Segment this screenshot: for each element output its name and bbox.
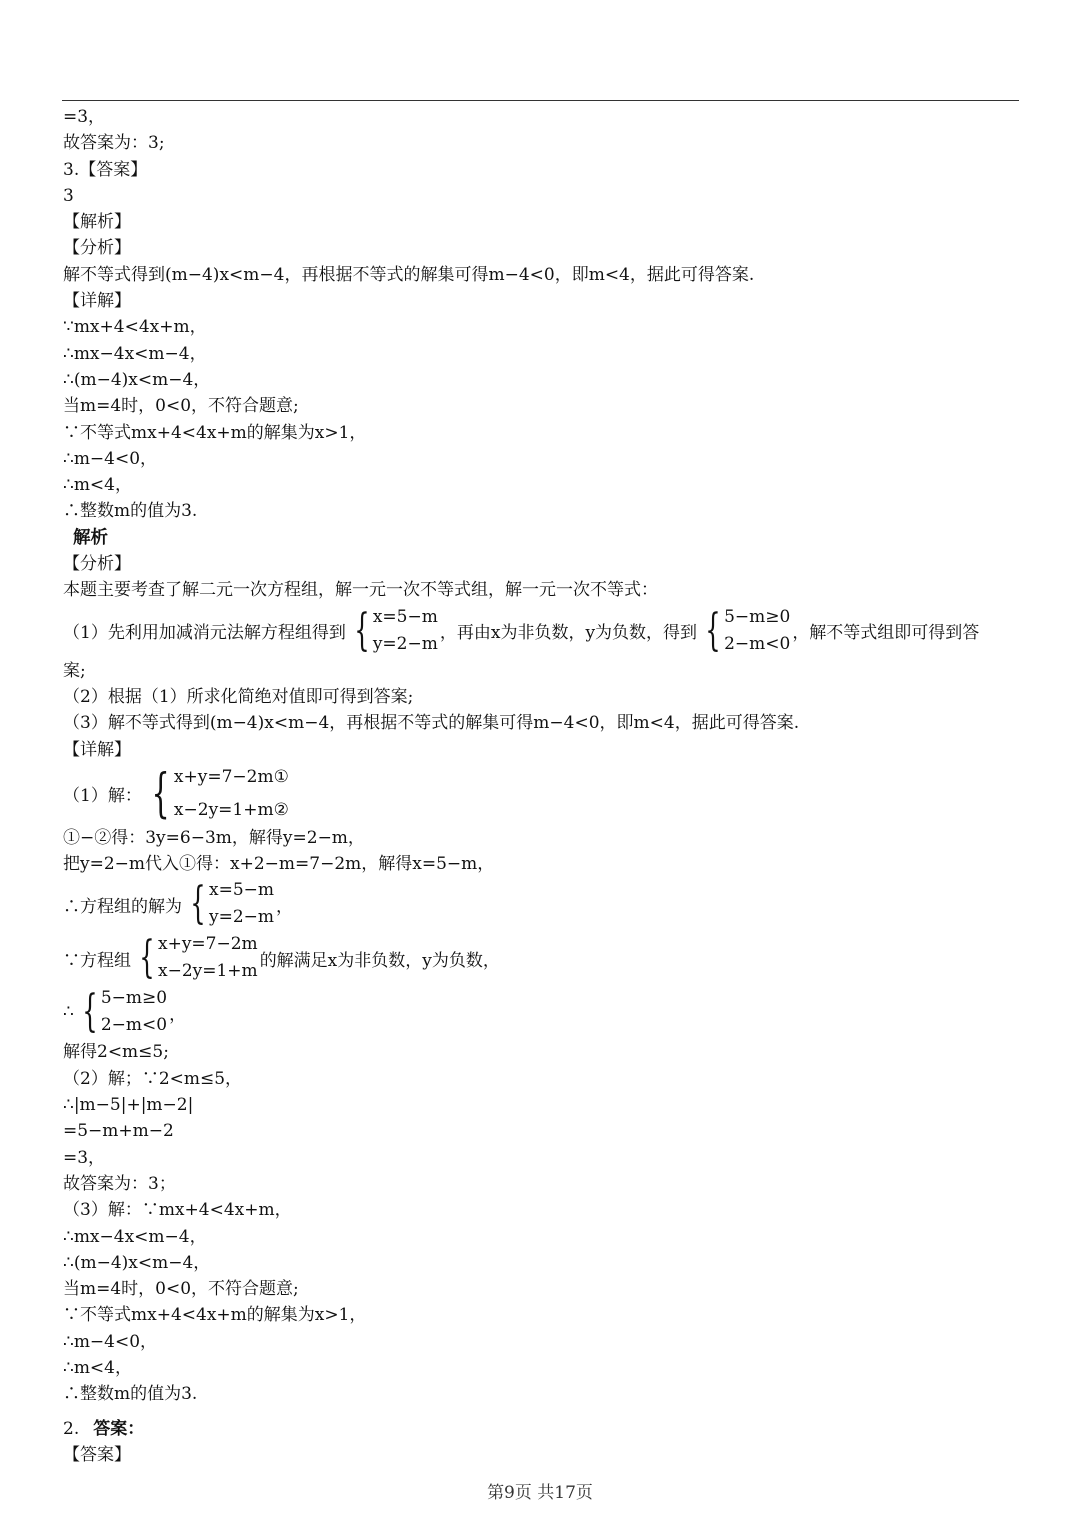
inequality-system [76, 985, 167, 1039]
text-span: ∵方程组 [63, 950, 131, 971]
equation: x=5−m [209, 880, 275, 901]
page-content [63, 104, 1023, 1468]
answer-heading: 3.【答案】 [63, 159, 148, 180]
text-span: ， [276, 896, 294, 917]
text-line: 解得2<m≤5; [63, 1042, 169, 1063]
text-line: 【详解】 [63, 739, 131, 760]
inequality: 5−m≥0 [100, 988, 168, 1009]
text-line: 3 [63, 185, 74, 206]
text-line: 把y=2−m代入①得：x+2−m=7−2m，解得x=5−m， [63, 854, 495, 875]
text-line: 【解析】 [63, 212, 131, 233]
equation: y=2−m [209, 907, 275, 928]
question-2-heading [63, 1416, 1023, 1442]
text-line: ①−②得：3y=6−3m，解得y=2−m， [63, 827, 365, 848]
header-rule [62, 100, 1019, 101]
brace-icon: { [139, 932, 155, 984]
text-line: 案; [63, 660, 86, 681]
text-line: （3）解：∵mx+4<4x+m， [63, 1200, 292, 1221]
analysis-line-1 [63, 604, 1023, 658]
text-line: ∴(m−4)x<m−4， [63, 1252, 211, 1273]
equation: x−2y=1+m [158, 961, 258, 982]
text-span: （1）先利用加减消元法解方程组得到 [63, 623, 346, 644]
brace-icon: { [354, 604, 370, 656]
inequality: 2−m<0 [100, 1015, 168, 1036]
text-line: ∴|m−5|+|m−2| [63, 1095, 194, 1116]
text-line: 【分析】 [63, 238, 131, 259]
equation-system [348, 604, 438, 658]
inequality-system [699, 604, 790, 658]
brace-icon: { [151, 763, 170, 824]
detail-system-1 [63, 763, 1023, 825]
text-line: ∵不等式mx+4<4x+m的解集为x>1， [63, 1305, 367, 1326]
question-label: 答案： [93, 1418, 145, 1439]
equation: x=5−m [372, 606, 438, 627]
equation-system [133, 931, 258, 985]
equation-system [184, 877, 274, 931]
text-line: （2）根据（1）所求化简绝对值即可得到答案; [63, 686, 414, 707]
brace-icon: { [190, 878, 206, 930]
text-line: ∴mx−4x<m−4， [63, 1226, 207, 1247]
text-line: 当m=4时，0<0，不符合题意; [63, 1279, 299, 1300]
text-line: 故答案为：3； [63, 1173, 176, 1194]
section-heading: 解析 [73, 527, 108, 548]
brace-icon: { [82, 986, 98, 1038]
text-line: ∴整数m的值为3. [63, 501, 198, 522]
text-line: ∵mx+4<4x+m， [63, 317, 207, 338]
text-line: =5−m+m−2 [63, 1121, 174, 1142]
equation: x+y=7−2m [158, 934, 258, 955]
equation-system [144, 761, 289, 827]
text-span: （1）解： [63, 786, 142, 807]
text-line: （2）解；∵2<m≤5， [63, 1068, 243, 1089]
inequality: 2−m<0 [724, 633, 791, 654]
text-span: 的解满足x为非负数，y为负数， [259, 950, 500, 971]
text-line: ∵不等式mx+4<4x+m的解集为x>1， [63, 422, 367, 443]
text-line: ∴m<4， [63, 475, 132, 496]
detail-system-2 [63, 877, 1023, 931]
text-line: ∴m−4<0， [63, 1331, 158, 1352]
text-line: 本题主要考查了解二元一次方程组，解一元一次不等式组，解一元一次不等式： [63, 580, 658, 601]
text-line: =3， [63, 107, 106, 127]
text-span: ， [169, 1004, 187, 1025]
detail-system-4 [63, 985, 1023, 1039]
brace-icon: { [705, 604, 721, 656]
equation: x−2y=1+m② [173, 799, 289, 820]
text-line: 【答案】 [63, 1444, 131, 1465]
text-line: ∴整数m的值为3. [63, 1384, 198, 1405]
inequality: 5−m≥0 [724, 606, 791, 627]
text-span: ∴ [63, 1002, 74, 1023]
page-footer: 第9页 共17页 [487, 1483, 593, 1503]
text-span: ∴方程组的解为 [63, 896, 182, 917]
text-line: ∴m<4， [63, 1357, 132, 1378]
text-line: ∴m−4<0， [63, 448, 158, 469]
equation: x+y=7−2m① [173, 766, 289, 787]
text-line: =3， [63, 1147, 106, 1168]
detail-system-3 [63, 931, 1023, 985]
equation: y=2−m [372, 633, 438, 654]
text-line: 【分析】 [63, 554, 131, 575]
text-line: 故答案为：3; [63, 133, 165, 154]
text-line: ∴mx−4x<m−4， [63, 343, 207, 364]
question-number: 2. [63, 1418, 80, 1439]
text-span: ，解不等式组即可得到答 [792, 623, 980, 644]
text-line: ∴(m−4)x<m−4， [63, 369, 211, 390]
text-span: ，再由x为非负数，y为负数，得到 [439, 623, 698, 644]
text-line: 当m=4时，0<0，不符合题意; [63, 396, 299, 417]
text-line: 【详解】 [63, 291, 131, 312]
text-line: 解不等式得到(m−4)x<m−4，再根据不等式的解集可得m−4<0，即m<4，据此可得答案. [63, 264, 755, 285]
text-line: （3）解不等式得到(m−4)x<m−4，再根据不等式的解集可得m−4<0，即m<4，据此可得答案. [63, 713, 800, 734]
